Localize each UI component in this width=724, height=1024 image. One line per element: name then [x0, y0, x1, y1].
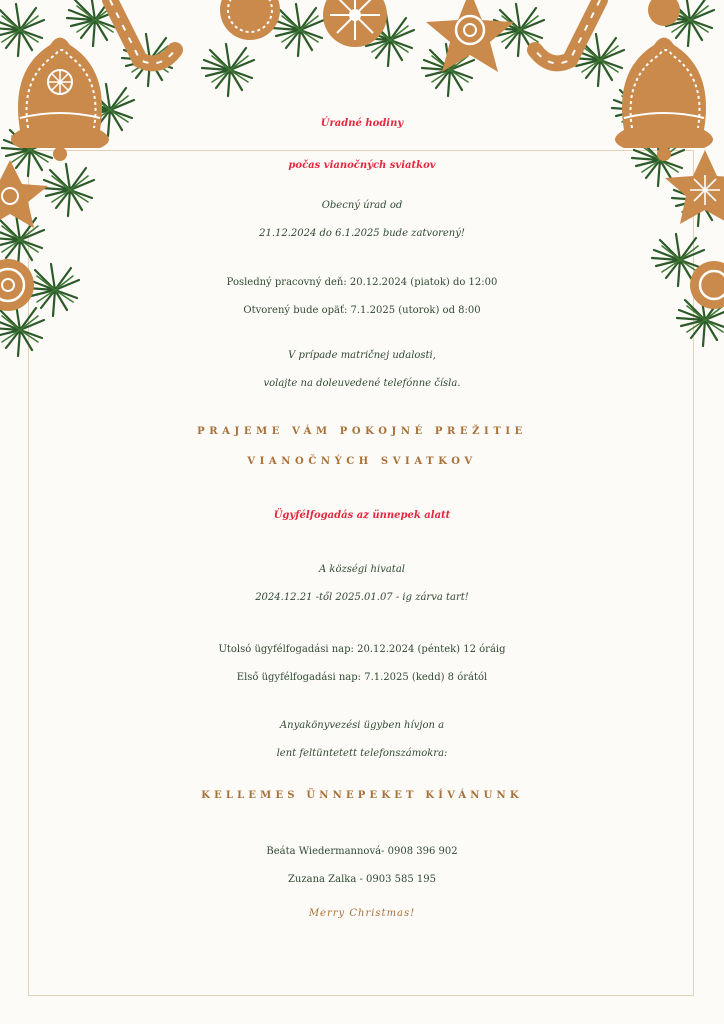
merry-christmas-script: Merry Christmas!: [308, 908, 416, 919]
hu-text-office: A községi hivatal: [318, 564, 405, 575]
hu-title: Ügyfélfogadás az ünnepek alatt: [273, 510, 451, 521]
hu-last-working-day: Utolsó ügyfélfogadási nap: 20.12.2024 (péntek) 12 óráig: [218, 644, 506, 655]
hu-registry-note-line1: Anyakönyvezési ügyben hívjon a: [279, 720, 445, 731]
sk-last-working-day: Posledný pracovný deň: 20.12.2024 (piatok) do 12:00: [226, 277, 498, 288]
contact-line-2: Zuzana Zalka - 0903 585 195: [287, 874, 437, 885]
sk-wish-line1: PRAJEME VÁM POKOJNÉ PREŽITIE: [197, 426, 527, 437]
hu-first-working-day: Első ügyfélfogadási nap: 7.1.2025 (kedd) 8 órától: [236, 672, 488, 683]
sk-text-office: Obecný úrad od: [321, 200, 403, 211]
sk-title-line2: počas vianočných sviatkov: [288, 160, 436, 171]
hu-registry-note-line2: lent feltüntetett telefonszámokra:: [276, 748, 448, 759]
sk-text-closed-dates: 21.12.2024 do 6.1.2025 bude zatvorený!: [259, 228, 465, 239]
sk-title-line1: Úradné hodiny: [320, 118, 404, 129]
sk-registry-note-line1: V prípade matričnej udalosti,: [288, 350, 436, 361]
sk-registry-note-line2: volajte na doleuvedené telefónne čísla.: [263, 378, 461, 389]
sk-reopening: Otvorený bude opäť: 7.1.2025 (utorok) od 8:00: [243, 305, 481, 316]
sk-wish-line2: VIANOČNÝCH SVIATKOV: [247, 456, 477, 467]
hu-text-closed-dates: 2024.12.21 -től 2025.01.07 - ig zárva tart!: [255, 592, 469, 603]
contact-line-1: Beáta Wiedermannová- 0908 396 902: [266, 846, 458, 857]
hu-wish: KELLEMES ÜNNEPEKET KÍVÁNUNK: [201, 790, 523, 801]
